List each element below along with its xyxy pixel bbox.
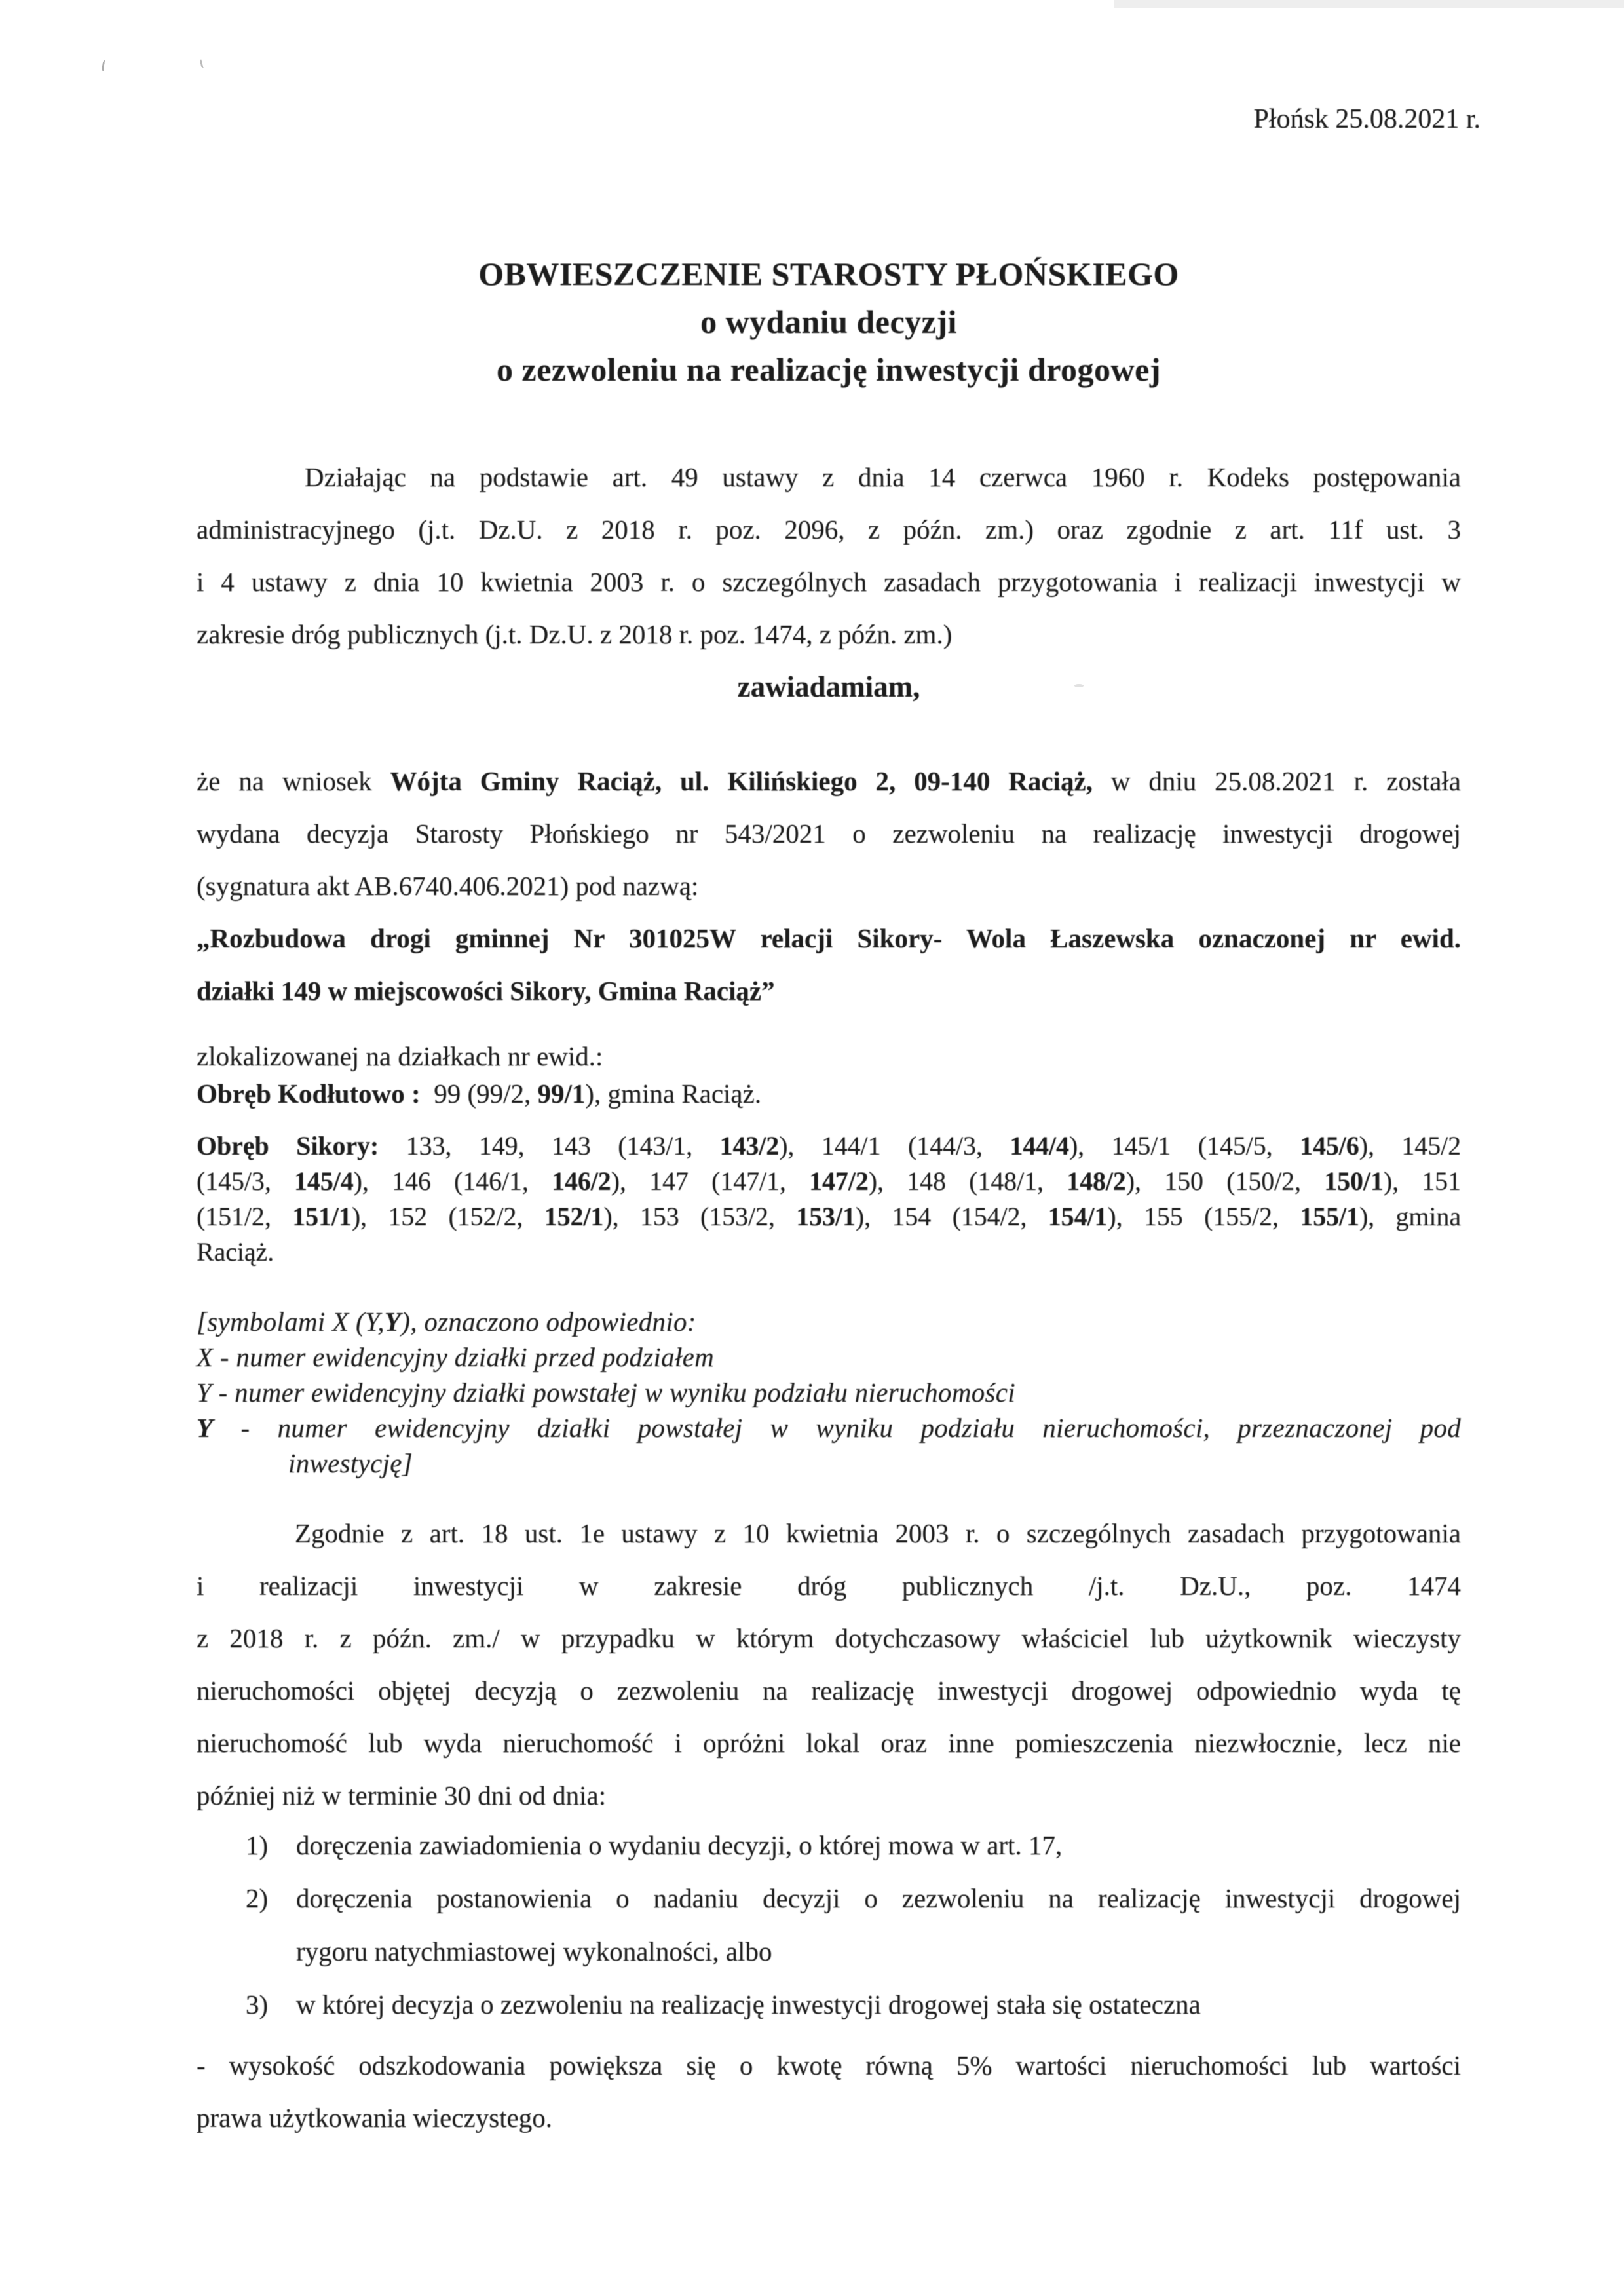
text-segment: (151/2, <box>197 1202 293 1231</box>
text-segment-bold: 150/1 <box>1324 1166 1384 1196</box>
list-item-1 <box>197 1827 1461 1864</box>
text-segment: ), gmina Raciąż. <box>585 1079 762 1109</box>
text-segment: ), 147 (147/1, <box>611 1166 810 1196</box>
text-segment-bold: 151/1 <box>292 1202 352 1231</box>
text-segment: ), 154 (154/2, <box>855 1202 1048 1231</box>
text-segment: 99 (99/2, <box>420 1079 538 1109</box>
district-label: Obręb Sikory: <box>197 1131 379 1160</box>
title-line-1: OBWIESZCZENIE STAROSTY PŁOŃSKIEGO <box>478 256 1179 292</box>
text-segment-bold: Y <box>197 1413 214 1443</box>
text-segment-bold: 146/2 <box>552 1166 611 1196</box>
text-segment: ), 144/1 (144/3, <box>779 1131 1010 1160</box>
text-line: administracyjnego (j.t. Dz.U. z 2018 r. poz. 2096, z późn. zm.) oraz zgodnie z art. 11f ust. 3 <box>197 514 1461 545</box>
text-segment-bold: 147/2 <box>809 1166 869 1196</box>
text-line: i 4 ustawy z dnia 10 kwietnia 2003 r. o szczególnych zasadach przygotowania i realizacji inwestycji w <box>197 567 1461 597</box>
text-segment-bold: 144/4 <box>1010 1131 1069 1160</box>
location-intro-line: zlokalizowanej na działkach nr ewid.: <box>197 1041 603 1071</box>
text-segment: 133, 149, 143 (143/1, <box>379 1131 720 1160</box>
text-line: zakresie dróg publicznych (j.t. Dz.U. z 2018 r. poz. 1474, z późn. zm.) <box>197 619 953 649</box>
text-line: nieruchomości objętej decyzją o zezwoleniu na realizację inwestycji drogowej odpowiednio wyda tę <box>197 1675 1461 1706</box>
text-line: Zgodnie z art. 18 ust. 1e ustawy z 10 kwietnia 2003 r. o szczególnych zasadach przygotowania <box>295 1518 1461 1548</box>
text-segment: - numer ewidencyjny działki powstałej w wyniku podziału nieruchomości, przeznaczonej pod <box>213 1413 1461 1443</box>
text-line: prawa użytkowania wieczystego. <box>197 2103 553 2133</box>
list-item-3 <box>197 1986 1461 2023</box>
text-segment: ), 146 (146/1, <box>353 1166 552 1196</box>
list-number: 3) <box>246 1989 269 2019</box>
title-line-2: o wydaniu decyzji <box>700 303 957 340</box>
text-segment-bold: 154/1 <box>1048 1202 1108 1231</box>
text-segment: ), 152 (152/2, <box>351 1202 544 1231</box>
text-segment: w dniu 25.08.2021 r. została <box>1092 766 1461 796</box>
text-line: wydana decyzja Starosty Płońskiego nr 543/2021 o zezwoleniu na realizację inwestycji drogowej <box>197 818 1461 849</box>
paragraph-deadline <box>197 1507 1461 1822</box>
text-segment: ), 145/1 (145/5, <box>1068 1131 1300 1160</box>
text-segment: ), oznaczono odpowiednio: <box>401 1307 696 1337</box>
text-line <box>197 1164 1461 1199</box>
paragraph-compensation <box>197 2039 1461 2144</box>
text-segment-bold: 153/1 <box>796 1202 856 1231</box>
announce-heading: zawiadamiam, <box>737 670 920 703</box>
text-segment-bold: 145/6 <box>1300 1131 1359 1160</box>
text-line: „Rozbudowa drogi gminnej Nr 301025W relacji Sikory- Wola Łaszewska oznaczonej nr ewid. <box>197 923 1461 953</box>
text-segment: ), 145/2 <box>1359 1131 1462 1160</box>
list-number: 2) <box>246 1883 269 1913</box>
text-line: nieruchomość lub wyda nieruchomość i opróżni lokal oraz inne pomieszczenia niezwłocznie, lecz nie <box>197 1728 1461 1758</box>
text-line <box>197 755 1461 807</box>
text-segment: [symbolami X (Y, <box>197 1307 385 1337</box>
document-title <box>197 250 1461 394</box>
paragraph-project-name <box>197 912 1461 1017</box>
text-segment-bold: 155/1 <box>1300 1202 1359 1231</box>
text-segment-bold: 145/4 <box>294 1166 354 1196</box>
paragraph-legal-basis <box>197 451 1461 660</box>
text-line: doręczenia postanowienia o nadaniu decyzji o zezwoleniu na realizację inwestycji drogowej <box>296 1883 1461 1913</box>
text-line: i realizacji inwestycji w zakresie dróg publicznych /j.t. Dz.U., poz. 1474 <box>197 1571 1461 1601</box>
text-segment: (145/3, <box>197 1166 295 1196</box>
list-number: 1) <box>246 1830 269 1860</box>
text-line <box>197 1128 1461 1164</box>
parcel-line-kodlutowo <box>197 1078 1461 1109</box>
text-segment-bold: 99/1 <box>537 1079 586 1109</box>
text-segment: ), 153 (153/2, <box>603 1202 797 1231</box>
text-line: (sygnatura akt AB.6740.406.2021) pod nazwą: <box>197 871 699 901</box>
text-segment: że na wniosek <box>197 766 390 796</box>
text-line: - wysokość odszkodowania powiększa się o kwotę równą 5% wartości nieruchomości lub wartości <box>197 2050 1461 2080</box>
text-line: w której decyzja o zezwoleniu na realizację inwestycji drogowej stała się ostateczna <box>296 1989 1201 2019</box>
text-line <box>197 1410 1461 1445</box>
list-item-2-continued <box>197 1933 1461 1970</box>
paragraph-symbol-legend <box>197 1304 1461 1481</box>
text-line: Y - numer ewidencyjny działki powstałej w wyniku podziału nieruchomości <box>197 1377 1015 1407</box>
text-segment: ), gmina <box>1359 1202 1461 1231</box>
text-segment-bold: Wójta Gminy Raciąż, ul. Kilińskiego 2, 09-140 Raciąż, <box>390 766 1093 796</box>
text-segment-bold: 148/2 <box>1067 1166 1126 1196</box>
text-line: z 2018 r. z późn. zm./ w przypadku w którym dotychczasowy właściciel lub użytkownik wieczysty <box>197 1623 1461 1653</box>
date-line: Płońsk 25.08.2021 r. <box>1253 104 1481 134</box>
text-segment-bold: 152/1 <box>544 1202 604 1231</box>
text-line: doręczenia zawiadomienia o wydaniu decyzji, o której mowa w art. 17, <box>296 1830 1063 1860</box>
list-item-2 <box>197 1880 1461 1917</box>
text-line: później niż w terminie 30 dni od dnia: <box>197 1780 607 1810</box>
paragraph-parcels-sikory <box>197 1128 1461 1270</box>
text-segment: ), 150 (150/2, <box>1125 1166 1325 1196</box>
text-segment: ), 155 (155/2, <box>1107 1202 1300 1231</box>
title-line-3: o zezwoleniu na realizację inwestycji drogowej <box>497 351 1161 388</box>
text-segment-bold: Y <box>384 1307 402 1337</box>
text-segment-bold: 143/2 <box>719 1131 780 1160</box>
text-segment: ), 148 (148/1, <box>868 1166 1067 1196</box>
text-line <box>197 1199 1461 1234</box>
text-line: X - numer ewidencyjny działki przed podziałem <box>197 1342 715 1372</box>
text-line: inwestycję] <box>288 1448 413 1478</box>
text-line <box>197 1304 1461 1339</box>
text-segment: ), 151 <box>1383 1166 1461 1196</box>
text-line: rygoru natychmiastowej wykonalności, albo <box>296 1936 772 1966</box>
district-label: Obręb Kodłutowo : <box>197 1079 421 1109</box>
text-line: Raciąż. <box>197 1237 274 1267</box>
paragraph-request <box>197 755 1461 912</box>
text-line: Działając na podstawie art. 49 ustawy z dnia 14 czerwca 1960 r. Kodeks postępowania <box>305 462 1461 492</box>
text-line: działki 149 w miejscowości Sikory, Gmina Raciąż” <box>197 976 775 1006</box>
